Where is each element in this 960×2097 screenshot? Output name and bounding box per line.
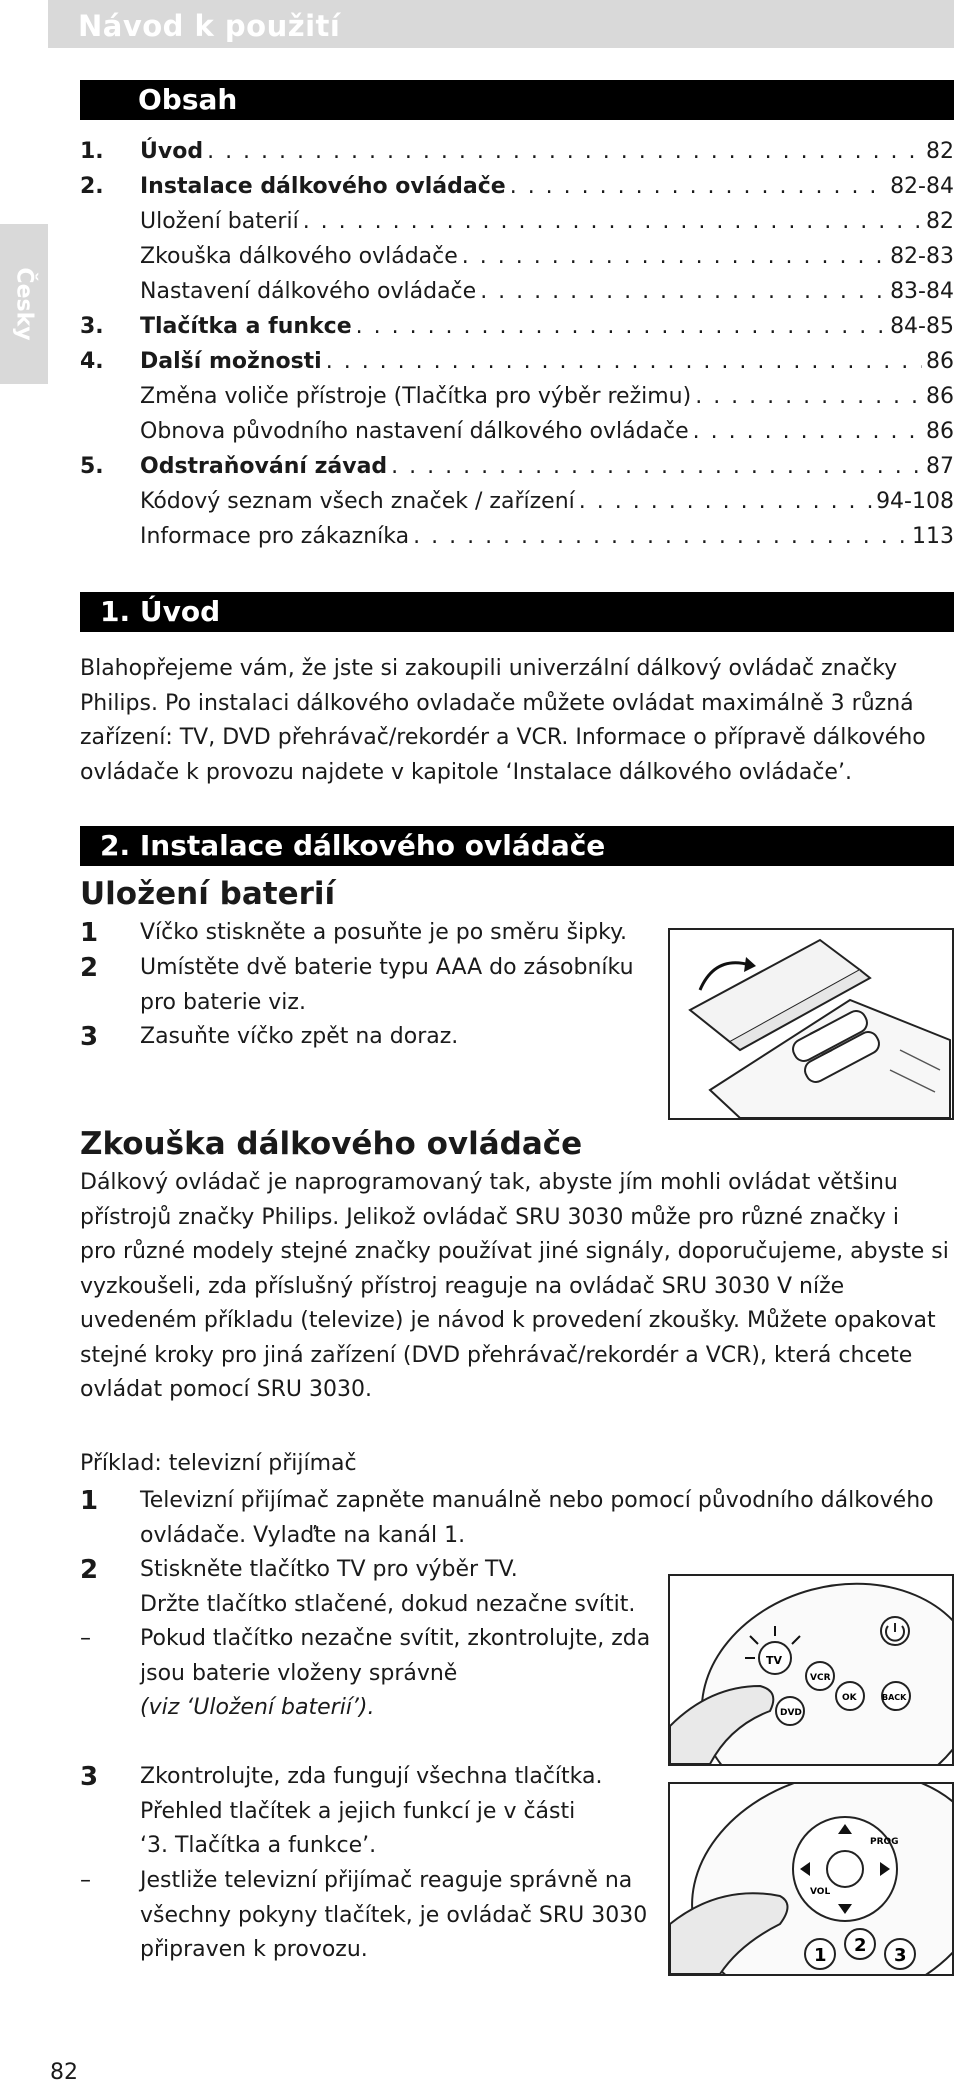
text-line: zařízení: TV, DVD přehrávač/rekordér a VCR. Informace o přípravě dálkového — [80, 725, 926, 750]
toc-entry-page: 83-84 — [890, 279, 954, 304]
step-text: Zasuňte víčko zpět na doraz. — [140, 1024, 459, 1049]
toc-entry-page: 84-85 — [890, 314, 954, 339]
header-title: Návod k použití — [78, 9, 341, 43]
text-line: ovládače k provozu najdete v kapitole ‘Instalace dálkového ovládače’. — [80, 759, 852, 785]
toc-entry-title: Informace pro zákazníka — [140, 524, 410, 549]
toc-entry-title: Nastavení dálkového ovládače — [140, 279, 477, 304]
toc-entry-page: 82-83 — [890, 244, 954, 269]
key-1-label: 1 — [814, 1945, 827, 1966]
step-text: připraven k provozu. — [140, 1937, 368, 1962]
toc-entry-page: 82-84 — [890, 174, 954, 199]
step-text: pro baterie viz. — [140, 989, 306, 1015]
text-line: Philips. Po instalaci dálkového ovladače můžete ovládat maximálně 3 různá — [80, 690, 914, 716]
toc-entry[interactable] — [80, 242, 954, 272]
toc-entry-title: Odstraňování závad — [140, 454, 388, 479]
step-text: Televizní přijímač zapněte manuálně nebo pomocí původního dálkového — [140, 1488, 934, 1513]
language-tab-label: Česky — [11, 267, 37, 341]
step-dash: – — [80, 1868, 91, 1893]
example-label: Příklad: televizní přijímač — [80, 1451, 357, 1476]
text-line: Dálkový ovládač je naprogramovaný tak, abyste jím mohli ovládat většinu — [80, 1170, 898, 1195]
toc-entry[interactable] — [80, 347, 954, 377]
language-tab — [0, 224, 48, 384]
battery-illustration — [668, 928, 954, 1120]
vcr-key-label: VCR — [810, 1673, 831, 1683]
toc-entry-title: Úvod — [140, 139, 204, 164]
toc-entry-title: Obnova původního nastavení dálkového ovládače — [140, 419, 689, 444]
remote-tv-button-drawing — [670, 1576, 952, 1764]
step-text: Zkontrolujte, zda fungují všechna tlačítka. — [140, 1764, 603, 1789]
toc-entry-number — [80, 242, 140, 272]
prog-key-label: PROG — [870, 1837, 899, 1847]
toc-entry-number — [80, 207, 140, 237]
page-header — [48, 0, 954, 48]
toc-entry-page: 94-108 — [876, 489, 954, 514]
toc-entry-page: 82 — [926, 139, 954, 164]
toc-leader — [356, 312, 886, 342]
step-number: 1 — [80, 1486, 99, 1516]
step-text: všechny pokyny tlačítek, je ovládač SRU 3030 — [140, 1902, 648, 1928]
remote-keypad-drawing — [670, 1784, 952, 1974]
toc-entry-title: Další možnosti — [140, 349, 322, 374]
toc-entry-number: 4. — [80, 349, 104, 374]
toc-entry-number: 2. — [80, 174, 104, 199]
section-1-intro — [80, 652, 960, 790]
step-number: 1 — [80, 918, 99, 948]
ok-key-label: OK — [842, 1693, 857, 1703]
keypad-illustration — [668, 1782, 954, 1976]
toc-entry[interactable] — [80, 137, 954, 167]
step-text: Přehled tlačítek a jejich funkcí je v části — [140, 1798, 576, 1824]
vol-key-label: VOL — [810, 1887, 831, 1897]
toc-entry-number — [80, 277, 140, 307]
toc-leader — [207, 137, 922, 167]
toc-entry-page: 87 — [926, 454, 954, 479]
toc-entry-number: 5. — [80, 454, 104, 479]
step-text: Víčko stiskněte a posuňte je po směru šipky. — [140, 920, 627, 945]
step-dash: – — [80, 1626, 91, 1651]
toc-title: Obsah — [138, 83, 238, 116]
step-text-italic: (viz ‘Uložení baterií’). — [140, 1695, 375, 1720]
toc-entry[interactable] — [80, 487, 954, 517]
toc-entry-page: 82 — [926, 209, 954, 234]
toc-entry[interactable] — [80, 522, 954, 552]
back-key-label: BACK — [882, 1693, 907, 1702]
toc-entry-number — [80, 417, 140, 447]
toc-leader — [693, 417, 922, 447]
toc-leader — [303, 207, 922, 237]
tv-button-illustration — [668, 1574, 954, 1766]
test-heading: Zkouška dálkového ovládače — [80, 1126, 583, 1162]
step-text: Stiskněte tlačítko TV pro výběr TV. — [140, 1557, 518, 1582]
toc-leader — [326, 347, 922, 377]
toc-entry-number — [80, 522, 140, 552]
toc-entry[interactable] — [80, 172, 954, 202]
toc-entry-title: Instalace dálkového ovládače — [140, 174, 506, 199]
step-text: ovládače. Vylaďte na kanál 1. — [140, 1522, 466, 1548]
page-number: 82 — [50, 2060, 78, 2085]
step-text: Jestliže televizní přijímač reaguje správně na — [140, 1868, 633, 1893]
toc-leader — [695, 382, 922, 412]
toc-entry-title: Kódový seznam všech značek / zařízení — [140, 489, 575, 514]
step-text: Umístěte dvě baterie typu AAA do zásobníku — [140, 955, 634, 980]
step-text: Pokud tlačítko nezačne svítit, zkontrolujte, zda — [140, 1626, 651, 1651]
batteries-heading: Uložení baterií — [80, 876, 336, 912]
toc-entry[interactable] — [80, 277, 954, 307]
text-line: vyzkoušeli, zda příslušný přístroj reaguje na ovládač SRU 3030 V níže — [80, 1273, 845, 1299]
toc-title-bar — [80, 80, 954, 120]
text-line: přístrojů značky Philips. Jelikož ovládač SRU 3030 může pro různé značky i — [80, 1204, 900, 1230]
toc-leader — [510, 172, 886, 202]
step-number: 2 — [80, 953, 99, 983]
toc-entry-page: 86 — [926, 349, 954, 374]
text-line: pro různé modely stejné značky používat jiné signály, doporučujeme, abyste si — [80, 1239, 949, 1264]
section-2-title-bar — [80, 826, 954, 866]
dvd-key-label: DVD — [780, 1708, 802, 1718]
step-number: 3 — [80, 1022, 99, 1052]
toc-leader — [462, 242, 886, 272]
toc-entry[interactable] — [80, 452, 954, 482]
text-line: ovládat pomocí SRU 3030. — [80, 1377, 372, 1402]
text-line: stejné kroky pro jiná zařízení (DVD přehrávač/rekordér a VCR), která chcete — [80, 1342, 913, 1368]
toc-entry-title: Zkouška dálkového ovládače — [140, 244, 458, 269]
toc-entry[interactable] — [80, 207, 954, 237]
toc-entry-title: Změna voliče přístroje (Tlačítka pro výběr režimu) — [140, 384, 692, 409]
section-2-title: 2. Instalace dálkového ovládače — [100, 829, 606, 862]
toc-entry[interactable] — [80, 312, 954, 342]
step-number: 3 — [80, 1762, 99, 1792]
toc-leader — [391, 452, 922, 482]
step-text: jsou baterie vloženy správně — [140, 1660, 458, 1686]
text-line: Blahopřejeme vám, že jste si zakoupili univerzální dálkový ovládač značky — [80, 656, 898, 681]
toc-entry-page: 86 — [926, 384, 954, 409]
toc-leader — [413, 522, 908, 552]
step-number: 2 — [80, 1555, 99, 1585]
toc-entry-number — [80, 382, 140, 412]
toc-entry-title: Tlačítka a funkce — [140, 314, 352, 339]
toc-entry[interactable] — [80, 382, 954, 412]
step-text: ‘3. Tlačítka a funkce’. — [140, 1833, 377, 1858]
toc-entry-title: Uložení baterií — [140, 209, 299, 234]
key-2-label: 2 — [854, 1935, 867, 1956]
toc-leader — [480, 277, 886, 307]
section-1-title: 1. Úvod — [100, 595, 221, 628]
key-3-label: 3 — [894, 1945, 907, 1966]
toc-entry-page: 113 — [912, 524, 954, 549]
tv-key-label: TV — [766, 1654, 783, 1667]
section-1-title-bar — [80, 592, 954, 632]
remote-battery-drawing — [670, 930, 952, 1118]
step-text: Držte tlačítko stlačené, dokud nezačne svítit. — [140, 1591, 636, 1617]
text-line: uvedeném příkladu (televize) je návod k provedení zkoušky. Můžete opakovat — [80, 1308, 936, 1333]
toc-entry[interactable] — [80, 417, 954, 447]
toc-entry-number: 1. — [80, 139, 104, 164]
toc-leader — [579, 487, 872, 517]
toc-entry-number: 3. — [80, 314, 104, 339]
test-intro — [80, 1166, 960, 1408]
toc-entry-number — [80, 487, 140, 517]
toc-entry-page: 86 — [926, 419, 954, 444]
